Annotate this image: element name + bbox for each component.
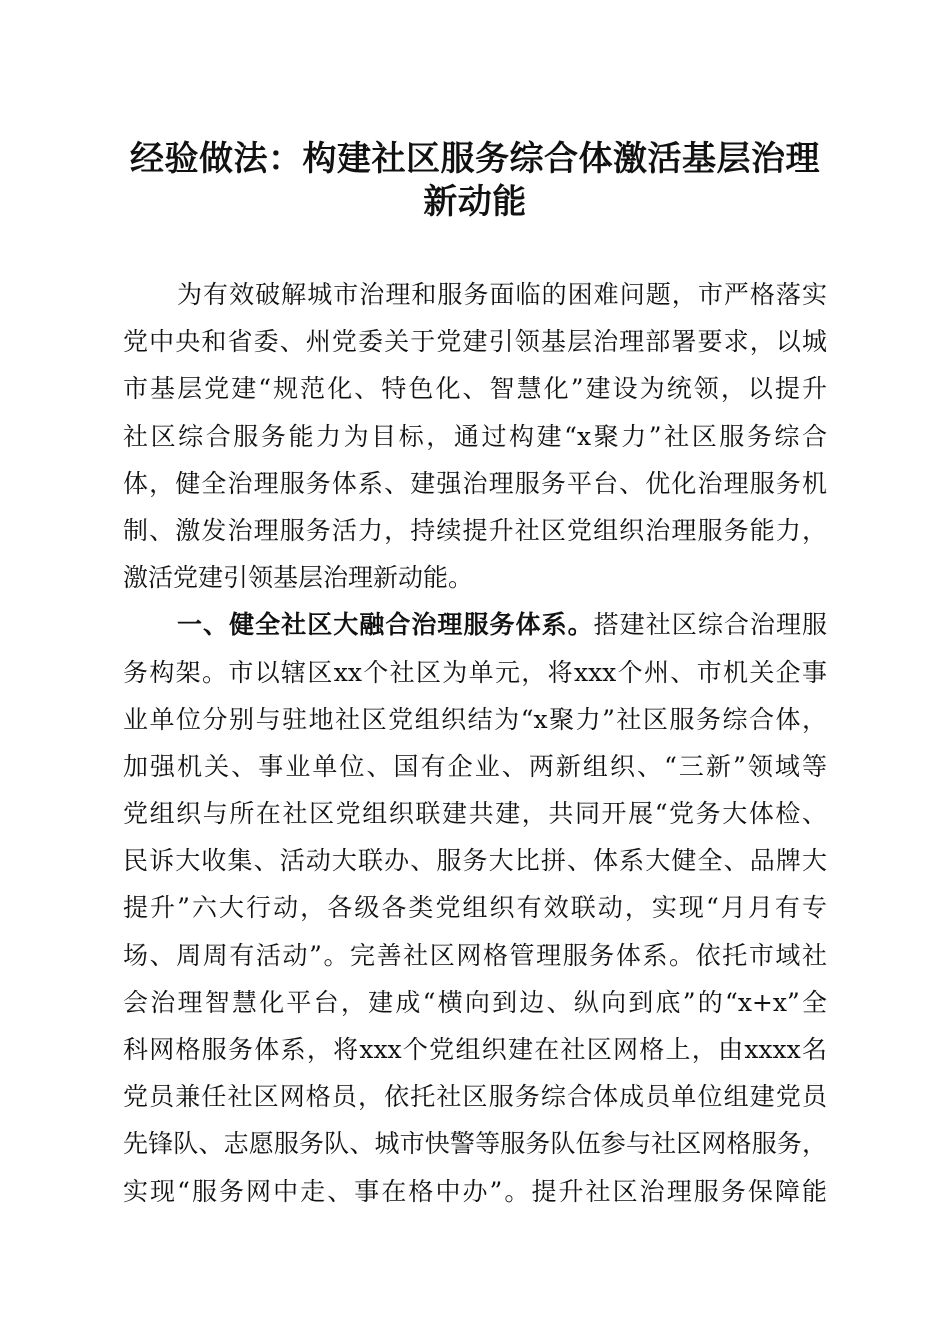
text-line: 为有效破解城市治理和服务面临的困难问题，市严格落实 — [177, 280, 827, 309]
text-line: 业单位分别与驻地社区党组织结为“x聚力”社区服务综合体， — [123, 704, 827, 734]
text-span: 搭建社区综合治理服 — [593, 610, 827, 640]
document-body — [123, 271, 827, 1215]
title-line-1: 经验做法：构建社区服务综合体激活基层治理 — [130, 139, 820, 179]
title-line-2: 新动能 — [423, 182, 527, 222]
text-line: 激活党建引领基层治理新动能。 — [123, 563, 474, 593]
text-line: 务构架。市以辖区xx个社区为单元，将xxx个州、市机关企事 — [123, 657, 827, 687]
text-line: 科网格服务体系，将xxx个党组织建在社区网格上，由xxxx名 — [123, 1035, 827, 1064]
text-line: 党中央和省委、州党委关于党建引领基层治理部署要求，以城 — [123, 327, 827, 357]
text-line: 先锋队、志愿服务队、城市快警等服务队伍参与社区网格服务， — [123, 1129, 827, 1159]
document-title — [110, 138, 840, 224]
section-heading: 一、健全社区大融合治理服务体系。 — [177, 610, 594, 640]
text-line: 提升”六大行动，各级各类党组织有效联动，实现“月月有专 — [123, 893, 827, 923]
text-line: 党员兼任社区网格员，依托社区服务综合体成员单位组建党员 — [123, 1082, 827, 1112]
text-line: 民诉大收集、活动大联办、服务大比拼、体系大健全、品牌大 — [123, 846, 827, 876]
text-line — [123, 601, 827, 648]
paragraph-section-1 — [123, 601, 827, 1214]
text-line: 体，健全治理服务体系、建强治理服务平台、优化治理服务机 — [123, 468, 827, 498]
text-line: 加强机关、事业单位、国有企业、两新组织、“三新”领域等 — [123, 751, 827, 781]
text-line: 社区综合服务能力为目标，通过构建“x聚力”社区服务综合 — [123, 421, 827, 451]
text-line: 党组织与所在社区党组织联建共建，共同开展“党务大体检、 — [123, 799, 827, 829]
paragraph-intro — [123, 271, 827, 601]
text-line: 市基层党建“规范化、特色化、智慧化”建设为统领，以提升 — [123, 374, 827, 404]
text-line: 会治理智慧化平台，建成“横向到边、纵向到底”的“x+x”全 — [123, 987, 827, 1017]
text-line: 实现“服务网中走、事在格中办”。提升社区治理服务保障能 — [123, 1176, 827, 1206]
text-line: 场、周周有活动”。完善社区网格管理服务体系。依托市域社 — [123, 940, 827, 970]
text-line: 制、激发治理服务活力，持续提升社区党组织治理服务能力， — [123, 515, 827, 545]
